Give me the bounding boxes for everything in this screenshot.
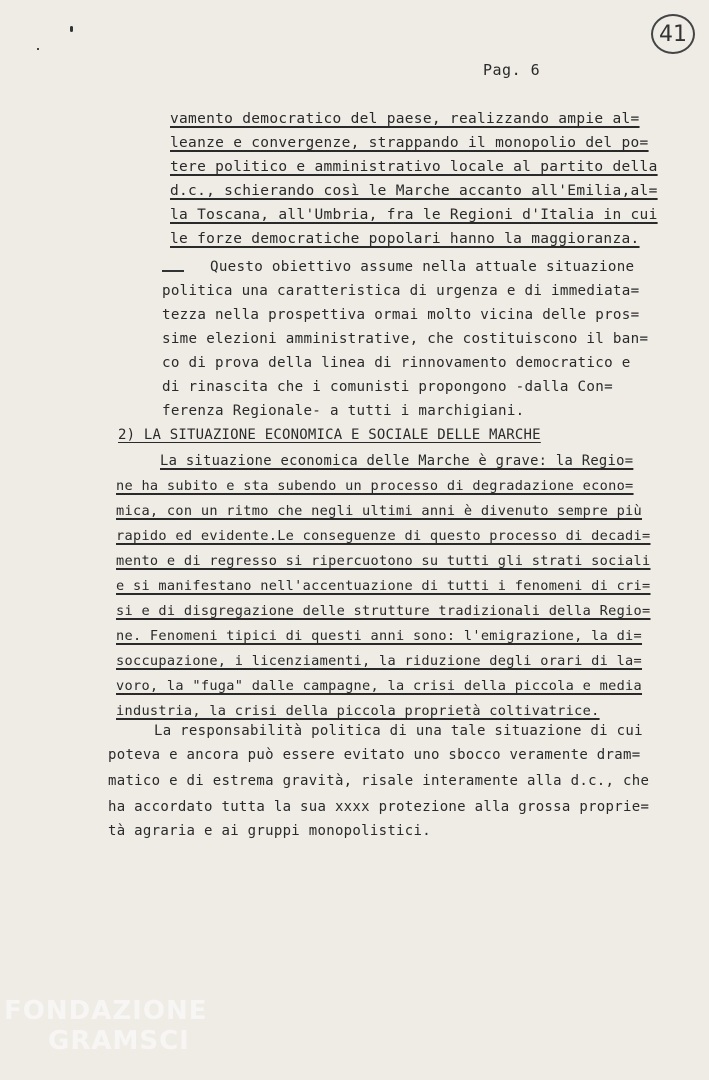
text-line: La situazione economica delle Marche è grave: la Regio= xyxy=(160,453,634,469)
text-line: mica, con un ritmo che negli ultimi anni è divenuto sempre più xyxy=(116,503,643,519)
page-number: Pag. 6 xyxy=(483,61,541,79)
text-line: la Toscana, all'Umbria, fra le Regioni d'Italia in cui xyxy=(170,207,658,223)
text-line: ne ha subito e sta subendo un processo di degradazione econo= xyxy=(116,478,634,494)
text-line: matico e di estrema gravità, risale interamente alla d.c., che xyxy=(108,773,650,789)
text-line: le forze democratiche popolari hanno la maggioranza. xyxy=(170,231,640,247)
text-line: rapido ed evidente.Le conseguenze di questo processo di decadi= xyxy=(116,528,651,544)
watermark-line-1: FONDAZIONE xyxy=(4,996,208,1026)
archive-number: 41 xyxy=(651,14,695,54)
text-line: leanze e convergenze, strappando il monopolio del po= xyxy=(170,135,649,151)
ink-mark xyxy=(70,26,73,32)
text-line: politica una caratteristica di urgenza e di immediata= xyxy=(162,283,640,299)
text-line: soccupazione, i licenziamenti, la riduzione degli orari di la= xyxy=(116,653,643,669)
archive-watermark xyxy=(4,996,207,1056)
text-line: sime elezioni amministrative, che costituiscono il ban= xyxy=(162,331,649,347)
watermark-line-2: GRAMSCI xyxy=(48,1026,190,1056)
text-line: poteva e ancora può essere evitato uno sbocco veramente dram= xyxy=(108,747,641,763)
text-line: tezza nella prospettiva ormai molto vicina delle pros= xyxy=(162,307,640,323)
text-line: ferenza Regionale- a tutti i marchigiani. xyxy=(162,403,525,419)
text-line: voro, la "fuga" dalle campagne, la crisi della piccola e media xyxy=(116,678,643,694)
text-line: Questo obiettivo assume nella attuale situazione xyxy=(210,259,635,275)
text-line: d.c., schierando così le Marche accanto all'Emilia,al= xyxy=(170,183,658,199)
dash-mark xyxy=(162,270,184,272)
text-line: si e di disgregazione delle strutture tradizionali della Regio= xyxy=(116,603,651,619)
text-line: ne. Fenomeni tipici di questi anni sono: l'emigrazione, la di= xyxy=(116,628,643,644)
text-line: industria, la crisi della piccola proprietà coltivatrice. xyxy=(116,703,600,719)
ink-mark xyxy=(37,48,39,50)
text-line: vamento democratico del paese, realizzando ampie al= xyxy=(170,111,640,127)
text-line: La responsabilità politica di una tale situazione di cui xyxy=(154,723,643,739)
text-line: ha accordato tutta la sua xxxx protezione alla grossa proprie= xyxy=(108,799,650,815)
text-line: tà agraria e ai gruppi monopolistici. xyxy=(108,823,431,839)
section-heading: 2) LA SITUAZIONE ECONOMICA E SOCIALE DELLE MARCHE xyxy=(118,427,541,443)
text-line: tere politico e amministrativo locale al partito della xyxy=(170,159,658,175)
text-line: mento e di regresso si ripercuotono su tutti gli strati sociali xyxy=(116,553,651,569)
text-line: e si manifestano nell'accentuazione di tutti i fenomeni di cri= xyxy=(116,578,651,594)
text-line: di rinascita che i comunisti propongono -dalla Con= xyxy=(162,379,613,395)
text-line: co di prova della linea di rinnovamento democratico e xyxy=(162,355,631,371)
